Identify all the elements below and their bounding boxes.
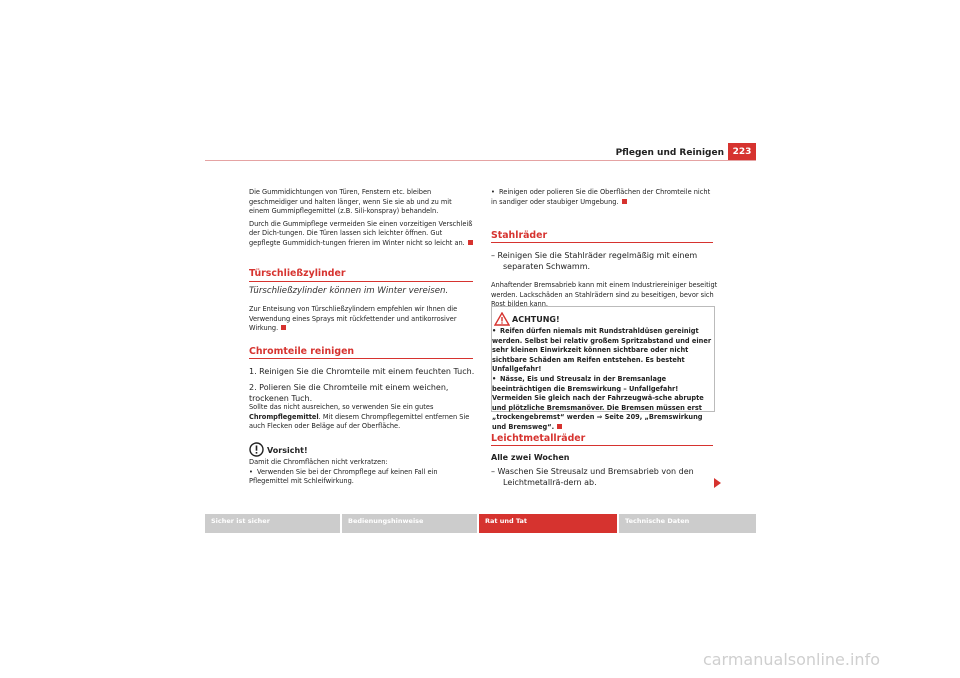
page-number: 223 xyxy=(728,143,756,161)
caution-title: Vorsicht! xyxy=(267,446,308,455)
running-header: Pflegen und Reinigen xyxy=(615,148,724,158)
intro-paragraph-1: Die Gummidichtungen von Türen, Fenstern etc. bleiben geschmeidiger und halten länger, wenn Sie sie ab und zu mit einem Gummipflegemittel (z.B. Sili-konspray) behandeln. xyxy=(249,188,452,216)
continue-arrow-icon xyxy=(714,478,721,488)
stahlraeder-step: – Reinigen Sie die Stahlräder regelmäßig mit einem separaten Schwamm. xyxy=(491,251,698,271)
section-heading-tuerschliesszylinder: Türschließzylinder xyxy=(249,268,346,279)
intro-paragraph-2: Durch die Gummipflege vermeiden Sie einen vorzeitigen Verschleiß der Dich-tungen. Die Türen lassen sich leichter öffnen. Gut gepflegte Gummidich-tungen frieren im Winter nicht so leicht an. xyxy=(249,219,473,247)
left-column xyxy=(249,188,473,249)
section-rule xyxy=(491,242,713,243)
end-mark xyxy=(622,199,627,204)
leichtmetall-subheading: Alle zwei Wochen xyxy=(491,453,570,462)
section-heading-stahlraeder: Stahlräder xyxy=(491,230,548,241)
footer-tab-sicher[interactable]: Sicher ist sicher xyxy=(205,514,340,533)
section-rule xyxy=(249,358,473,359)
leichtmetall-step: – Waschen Sie Streusalz und Bremsabrieb von den Leichtmetallrä-dern ab. xyxy=(491,467,694,487)
end-mark xyxy=(557,424,562,429)
section-rule xyxy=(249,281,473,282)
footer-tab-technische-daten[interactable]: Technische Daten xyxy=(619,514,756,533)
warning-body: • Reifen dürfen niemals mit Rundstrahldüsen gereinigt werden. Selbst bei relativ großem Spritzabstand und einer sehr kleinen Einwirkzeit können sichtbare oder nicht sichtbare Schäden am Reifen entstehen. Es besteht Unfallgefahr! • Nässe, Eis und Streusalz in der Bremsanlage beeinträchtigen die Bremswirkung – Unfallgefahr! Vermeiden Sie gleich nach der Fahrzeugwä-sche abrupte und plötzliche Bremsmanöver. Die Bremsen müssen erst „trockengebremst“ werden ⇒ Seite 209, „Bremswirkung und Bremsweg“. xyxy=(492,327,712,431)
warning-box xyxy=(491,306,715,431)
watermark: carmanualsonline.info xyxy=(702,650,880,669)
continued-bullet: • Reinigen oder polieren Sie die Oberflächen der Chromteile nicht in sandiger oder staubiger Umgebung. xyxy=(491,188,711,206)
paragraph: Zur Enteisung von Türschließzylindern empfehlen wir Ihnen die Verwendung eines Sprays mit rückfettender und antikorrosiver Wirkung. xyxy=(249,305,458,333)
end-mark xyxy=(468,240,473,245)
warning-title: ACHTUNG! xyxy=(512,315,560,324)
step-2: 2. Polieren Sie die Chromteile mit einem weichen, trockenen Tuch. xyxy=(249,383,449,403)
paragraph: Anhaftender Bremsabrieb kann mit einem Industriereiniger beseitigt werden. Lackschäden an Stahlrädern sind zu beseitigen, bevor sich Rost bilden kann. xyxy=(491,281,718,309)
end-mark xyxy=(281,325,286,330)
header-rule xyxy=(205,160,756,161)
footer-tab-bedienung[interactable]: Bedienungshinweise xyxy=(342,514,477,533)
paragraph: Sollte das nicht ausreichen, so verwenden Sie ein gutes Chrompflegemittel. Mit diesem Chrompflegemittel entfernen Sie auch Flecken oder Beläge auf der Oberfläche. xyxy=(249,403,470,431)
step-1: 1. Reinigen Sie die Chromteile mit einem feuchten Tuch. xyxy=(249,367,475,376)
section-heading-leichtmetallraeder: Leichtmetallräder xyxy=(491,433,586,444)
footer-tab-rat-und-tat[interactable]: Rat und Tat xyxy=(479,514,617,533)
section-rule xyxy=(491,445,713,446)
caution-body: Damit die Chromflächen nicht verkratzen: • Verwenden Sie bei der Chrompflege auf keinen Fall ein Pflegemittel mit Schleifwirkung. xyxy=(249,458,438,486)
section-heading-chromteile: Chromteile reinigen xyxy=(249,346,355,357)
section-subheading: Türschließzylinder können im Winter vereisen. xyxy=(249,286,449,296)
